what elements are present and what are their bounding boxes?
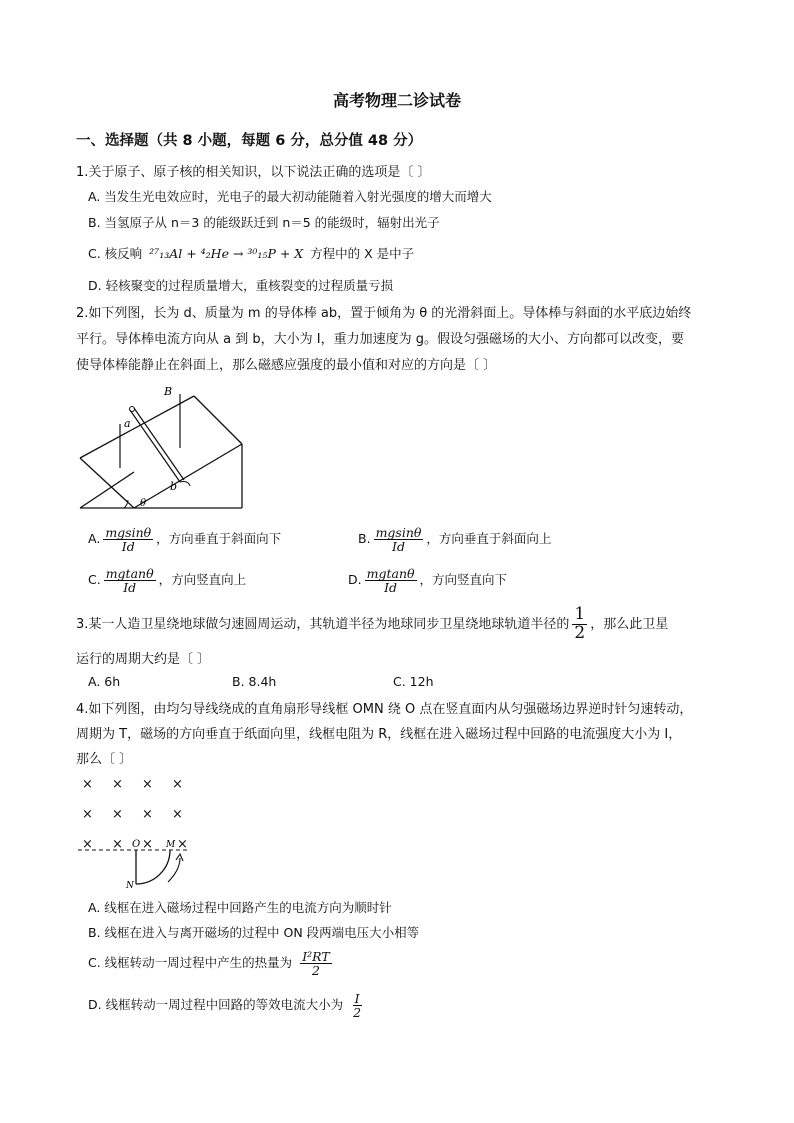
rod-end-a [130, 407, 135, 412]
incline-top-right-edge [194, 396, 242, 444]
q2-option-b-num: mgsinθ [375, 525, 422, 540]
q3-line-1-pre: 3.某一人造卫星绕地球做匀速圆周运动，其轨道半径为地球同步卫星绕地球轨道半径的 [76, 616, 570, 632]
field-cross: × [172, 807, 183, 822]
label-a: a [124, 417, 131, 430]
q1-option-c-prefix: C. 核反响 [88, 246, 143, 261]
label-b: b [170, 480, 178, 493]
q4-option-b: B. 线框在进入与离开磁场的过程中 ON 段两端电压大小相等 [88, 925, 420, 940]
q4-option-c-pre: C. 线框转动一周过程中产生的热量为 [88, 955, 293, 971]
q2-incline-figure [76, 378, 246, 512]
q2-option-b-den: Id [392, 539, 405, 555]
q2-option-b [358, 526, 551, 553]
incline-bottom-slope-edge [134, 444, 242, 508]
q2-option-c [88, 567, 246, 594]
q4-option-d-den: 2 [353, 1005, 362, 1021]
incline-top-left-edge [80, 396, 194, 458]
field-cross: × [177, 837, 188, 852]
q2-line-3: 使导体棒能静止在斜面上，那么磁感应强度的最小值和对应的方向是〔 〕 [76, 358, 497, 373]
label-B: B [164, 385, 173, 398]
field-cross: × [142, 837, 153, 852]
label-theta: θ [140, 498, 147, 509]
q2-option-c-text: ，方向竖直向上 [158, 572, 247, 588]
q2-option-b-label: B. [358, 531, 371, 547]
q4-option-d-num: I [354, 991, 360, 1006]
q1-option-b: B. 当氢原子从 n＝3 的能级跃迁到 n＝5 的能级时，辐射出光子 [88, 215, 440, 230]
rotation-arrow [168, 858, 180, 882]
label-M: M [166, 840, 176, 850]
q3-frac-num: 1 [574, 604, 586, 624]
q2-line-2: 平行。导体棒电流方向从 a 到 b，大小为 I，重力加速度为 g。假设匀强磁场的大小、方向都可以改变，要 [76, 332, 684, 347]
q2-option-d-text: ，方向竖直向下 [419, 572, 508, 588]
q1-option-c [88, 244, 414, 262]
page-title: 高考物理二诊试卷 [332, 91, 461, 110]
q4-option-c-num: I²RT [302, 949, 330, 964]
q2-option-d [348, 567, 507, 594]
sector-arc [136, 850, 170, 884]
q2-option-d-den: Id [384, 580, 398, 596]
q1-option-c-suffix: 方程中的 X 是中子 [310, 246, 415, 261]
field-cross: × [82, 837, 93, 852]
q1-option-a: A. 当发生光电效应时，光电子的最大初动能随着入射光强度的增大而增大 [88, 189, 492, 204]
q4-option-d [88, 992, 366, 1019]
q3-line-1-post: ，那么此卫星 [590, 616, 669, 632]
label-O: O [132, 839, 141, 850]
q3-line-2: 运行的周期大约是〔 〕 [76, 652, 211, 667]
q1-stem: 1.关于原子、原子核的相关知识，以下说法正确的选项是〔 〕 [76, 165, 431, 180]
incline-front-edge [80, 472, 134, 508]
field-cross: × [82, 807, 93, 822]
conductor-rod-edge-1 [130, 410, 180, 482]
q2-option-a [88, 526, 281, 553]
q3-option-c: C. 12h [393, 674, 434, 689]
q3-option-b: B. 8.4h [232, 674, 277, 689]
q2-option-a-text: ，方向垂直于斜面向下 [156, 531, 282, 547]
field-cross: × [82, 777, 93, 792]
q2-option-c-den: Id [123, 580, 137, 596]
field-cross: × [172, 777, 183, 792]
q2-option-a-num: mgsinθ [105, 525, 152, 540]
rod-end-curl [180, 482, 190, 487]
q2-option-d-num: mgtanθ [366, 566, 415, 581]
incline-left-slope-edge [80, 458, 134, 508]
q3-frac-den: 2 [574, 622, 586, 643]
q4-option-c [88, 950, 335, 977]
field-cross: × [142, 777, 153, 792]
q2-option-d-label: D. [348, 572, 362, 588]
q2-option-a-label: A. [88, 531, 101, 547]
q4-sector-figure [76, 770, 192, 890]
q2-option-c-num: mgtanθ [105, 566, 154, 581]
q2-line-1: 2.如下列图，长为 d、质量为 m 的导体棒 ab，置于倾角为 θ 的光滑斜面上。导体棒与斜面的水平底边始终 [76, 306, 692, 321]
q4-line-2: 周期为 T，磁场的方向垂直于纸面向里，线框电阻为 R，线框在进入磁场过程中回路的电流强度大小为 I， [76, 727, 682, 742]
q4-option-c-den: 2 [311, 963, 320, 979]
q3-option-a: A. 6h [88, 674, 121, 689]
field-cross: × [112, 837, 123, 852]
conductor-rod-edge-2 [134, 408, 184, 480]
q2-option-a-den: Id [121, 539, 135, 555]
q4-option-d-pre: D. 线框转动一周过程中回路的等效电流大小为 [88, 997, 344, 1013]
q3-line-1 [76, 606, 668, 643]
field-cross: × [112, 807, 123, 822]
section-heading: 一、选择题（共 8 小题，每题 6 分，总分值 48 分） [76, 133, 423, 149]
field-cross: × [112, 777, 123, 792]
field-cross: × [142, 807, 153, 822]
q2-option-c-label: C. [88, 572, 101, 588]
q4-line-3: 那么〔 〕 [76, 752, 133, 767]
q1-option-d: D. 轻核聚变的过程质量增大，重核裂变的过程质量亏损 [88, 278, 394, 293]
q4-line-1: 4.如下列图，由均匀导线绕成的直角扇形导线框 OMN 绕 O 点在竖直面内从匀强磁场边界逆时针匀速转动， [76, 702, 693, 717]
q1-option-c-formula: ²⁷₁₃Al + ⁴₂He → ³⁰₁₅P + X [149, 246, 304, 261]
q2-option-b-text: ，方向垂直于斜面向上 [426, 531, 552, 547]
label-N: N [126, 881, 134, 890]
q4-option-a: A. 线框在进入磁场过程中回路产生的电流方向为顺时针 [88, 900, 392, 915]
